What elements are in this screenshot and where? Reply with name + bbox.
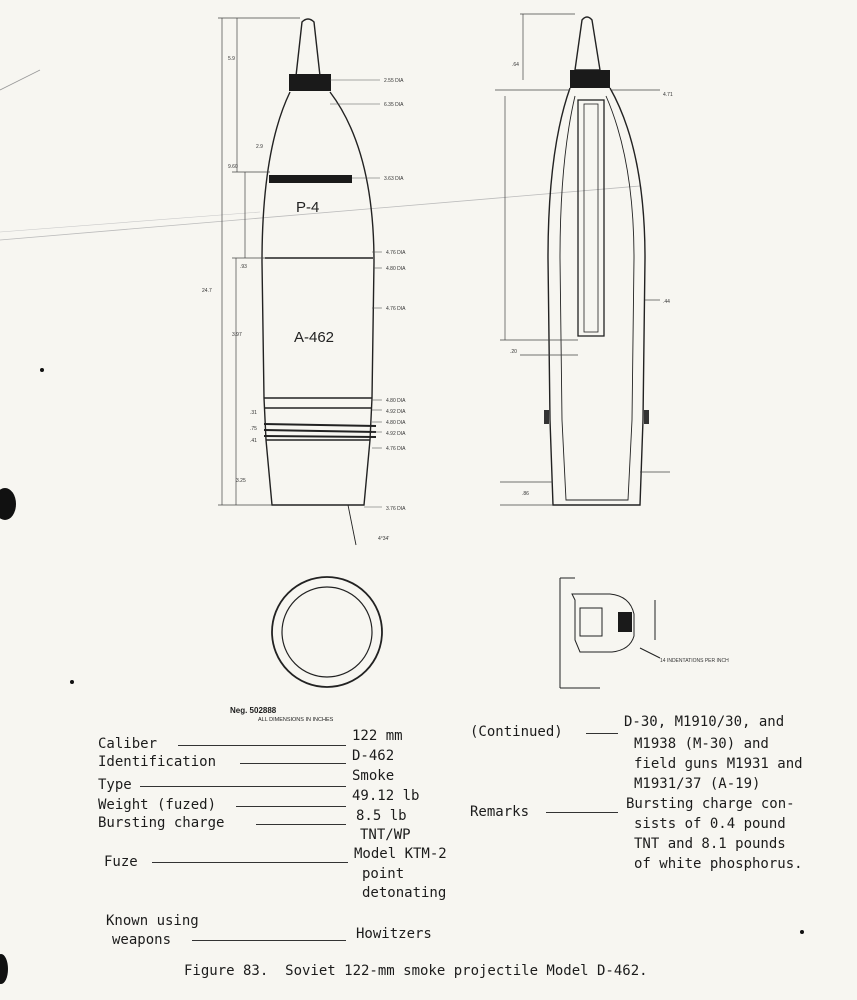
section-dim-1: .64: [512, 62, 519, 68]
identification-value: D-462: [352, 748, 395, 764]
continued-leader: [586, 733, 618, 734]
bursting-charge-leader: [256, 824, 346, 825]
weight-value: 49.12 lb: [352, 788, 420, 804]
weight-label: Weight (fuzed): [98, 797, 217, 813]
remarks-leader: [546, 812, 618, 813]
continued-line-1: D-30, M1910/30, and: [624, 714, 785, 730]
dim-right-6: 4.76 DIA: [386, 306, 406, 312]
continued-line-3: field guns M1931 and: [634, 756, 803, 772]
type-leader: [140, 786, 346, 787]
type-value: Smoke: [352, 768, 395, 784]
base-view: [272, 577, 382, 687]
known-using-label: Known using: [106, 913, 199, 929]
identification-label: Identification: [98, 754, 217, 770]
dim-left-8: .75: [250, 426, 257, 432]
dim-left-6: 24.7: [202, 288, 212, 294]
scan-mark: [70, 680, 74, 684]
dimensions-note: ALL DIMENSIONS IN INCHES: [258, 717, 334, 723]
dim-right-8: 4.92 DIA: [386, 409, 406, 415]
continued-line-4: M1931/37 (A-19): [634, 776, 761, 792]
continued-label: (Continued): [470, 724, 563, 740]
dim-right-1: 2.55 DIA: [384, 78, 404, 84]
left-dimension-lines: [218, 18, 300, 505]
projectile-exterior: [262, 19, 374, 545]
identification-leader: [240, 763, 346, 764]
remarks-label: Remarks: [470, 804, 530, 820]
band-detail-fill: [618, 612, 632, 632]
dim-left-1: 5.9: [228, 56, 235, 62]
dim-right-12: 3.76 DIA: [386, 506, 406, 512]
dim-right-2: 6.35 DIA: [384, 102, 404, 108]
fuze-leader: [152, 862, 348, 863]
caliber-value: 122 mm: [352, 728, 403, 744]
bursting-charge-value-2: TNT/WP: [360, 827, 411, 843]
band-detail: [560, 578, 660, 688]
dim-left-3: 2.9: [256, 144, 263, 150]
dim-left-7: .31: [250, 410, 257, 416]
scan-mark: [0, 954, 8, 984]
section-rotating-band-left: [544, 410, 549, 424]
remarks-line-3: TNT and 8.1 pounds: [634, 836, 786, 852]
band-mark-lower: A-462: [294, 329, 335, 346]
band-mark-upper: P-4: [296, 199, 320, 216]
caliber-leader: [178, 745, 346, 746]
dim-right-7: 4.80 DIA: [386, 398, 406, 404]
known-using-label-2: weapons: [112, 932, 172, 948]
section-rotating-band-right: [644, 410, 649, 424]
dim-right-9: 4.80 DIA: [386, 420, 406, 426]
dim-right-10: 4.92 DIA: [386, 431, 406, 437]
continued-line-2: M1938 (M-30) and: [634, 736, 769, 752]
tail-angle: 4°34': [378, 536, 390, 542]
bursting-charge-label: Bursting charge: [98, 815, 225, 831]
dim-right-3: 3.63 DIA: [384, 176, 404, 182]
section-dim-3: .20: [510, 349, 517, 355]
section-dim-5: 4.71: [663, 92, 673, 98]
caliber-label: Caliber: [98, 736, 158, 752]
scan-mark: [40, 368, 44, 372]
fuze-value-3: detonating: [362, 885, 447, 901]
dim-left-5: 3.97: [232, 332, 242, 338]
remarks-line-1: Bursting charge con-: [626, 796, 795, 812]
fuze-adapter-band: [289, 74, 331, 91]
dim-right-4: 4.76 DIA: [386, 250, 406, 256]
section-fuze-adapter: [570, 70, 610, 88]
dim-left-4: .93: [240, 264, 247, 270]
section-dim-4: .86: [522, 491, 529, 497]
remarks-line-4: of white phosphorus.: [634, 856, 803, 872]
fuze-value-2: point: [362, 866, 405, 882]
scan-mark: [800, 930, 804, 934]
rotating-band: [264, 424, 376, 437]
dim-right-11: 4.76 DIA: [386, 446, 406, 452]
known-using-value: Howitzers: [356, 926, 432, 942]
band-detail-note: 14 INDENTATIONS PER INCH: [660, 658, 729, 664]
known-using-leader: [192, 940, 346, 941]
dim-left-9: .41: [250, 438, 257, 444]
weight-leader: [236, 806, 346, 807]
bursting-charge-value: 8.5 lb: [356, 808, 407, 824]
fuze-value: Model KTM-2: [354, 846, 447, 862]
negative-number: Neg. 502888: [230, 706, 277, 715]
bourrelet-band: [269, 175, 352, 183]
type-label: Type: [98, 777, 132, 793]
fuze-label: Fuze: [104, 854, 138, 870]
dim-left-2: 9.60: [228, 164, 238, 170]
dim-left-10: 3.25: [236, 478, 246, 484]
dim-right-5: 4.80 DIA: [386, 266, 406, 272]
section-dim-2: .44: [663, 299, 670, 305]
remarks-line-2: sists of 0.4 pound: [634, 816, 786, 832]
figure-caption: Figure 83. Soviet 122-mm smoke projectile Model D-462.: [184, 963, 648, 979]
